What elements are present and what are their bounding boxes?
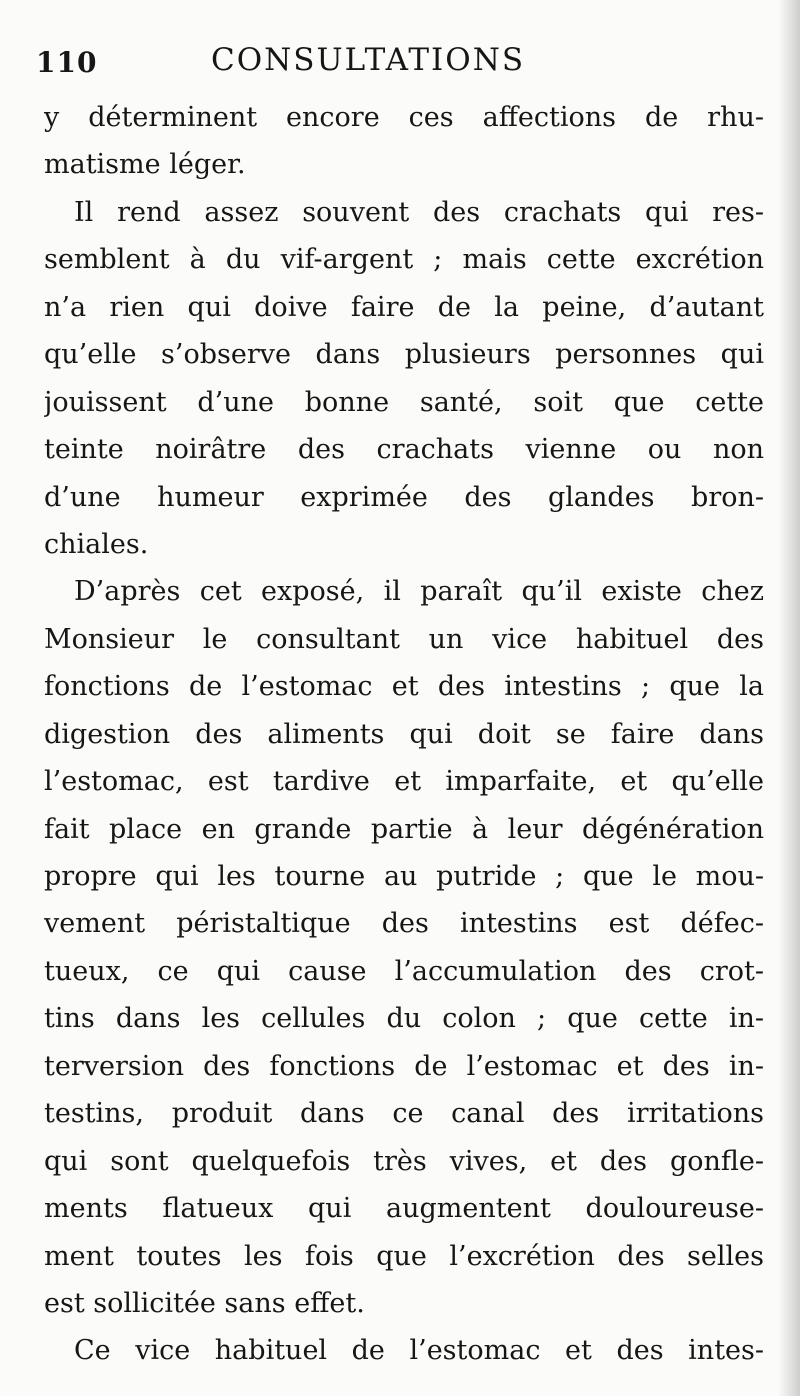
text-line: ments flatueux qui augmentent douloureuse- <box>44 1193 764 1225</box>
text-line: ment toutes les fois que l’excrétion des selles <box>44 1240 764 1272</box>
text-line: tueux, ce qui cause l’accumulation des crot- <box>44 955 764 987</box>
text-line: testins, produit dans ce canal des irritations <box>44 1098 764 1130</box>
text-line: n’a rien qui doive faire de la peine, d’autant <box>44 291 764 323</box>
text-line: Monsieur le consultant un vice habituel des <box>44 623 764 655</box>
text-line: vement péristaltique des intestins est défec- <box>44 908 764 940</box>
text-line: fonctions de l’estomac et des intestins ; que la <box>44 671 764 703</box>
text-line: chiales. <box>44 528 149 560</box>
text-line: qu’elle s’observe dans plusieurs personnes qui <box>44 339 764 371</box>
text-line: y déterminent encore ces affections de rhu- <box>44 102 764 133</box>
text-line: jouissent d’une bonne santé, soit que cette <box>44 386 764 418</box>
text-line: est sollicitée sans effet. <box>44 1287 365 1319</box>
page-header <box>36 38 756 88</box>
body-text <box>44 94 764 1375</box>
text-line: propre qui les tourne au putride ; que le mou- <box>44 861 764 892</box>
text-line: matisme léger. <box>44 149 246 181</box>
text-line: digestion des aliments qui doit se faire dans <box>44 718 764 750</box>
paragraph-first-line: Ce vice habituel de l’estomac et des intes- <box>74 1335 764 1367</box>
paragraph-first-line: Il rend assez souvent des crachats qui res- <box>74 196 764 228</box>
text-line: d’une humeur exprimée des glandes bron- <box>44 481 764 513</box>
page-number: 110 <box>36 46 98 79</box>
text-line: tins dans les cellules du colon ; que cette in- <box>44 1003 764 1035</box>
page-edge-shadow <box>778 0 800 1396</box>
text-line: qui sont quelquefois très vives, et des gonfle- <box>44 1145 764 1177</box>
text-line: fait place en grande partie à leur dégénération <box>44 813 764 845</box>
text-line: teinte noirâtre des crachats vienne ou non <box>44 434 764 466</box>
running-title: CONSULTATIONS <box>211 42 526 78</box>
text-line: semblent à du vif-argent ; mais cette excrétion <box>44 244 764 276</box>
text-line: l’estomac, est tardive et imparfaite, et qu’elle <box>44 766 764 798</box>
text-line: terversion des fonctions de l’estomac et des in- <box>44 1050 764 1082</box>
paragraph-first-line: D’après cet exposé, il paraît qu’il existe chez <box>74 576 764 608</box>
